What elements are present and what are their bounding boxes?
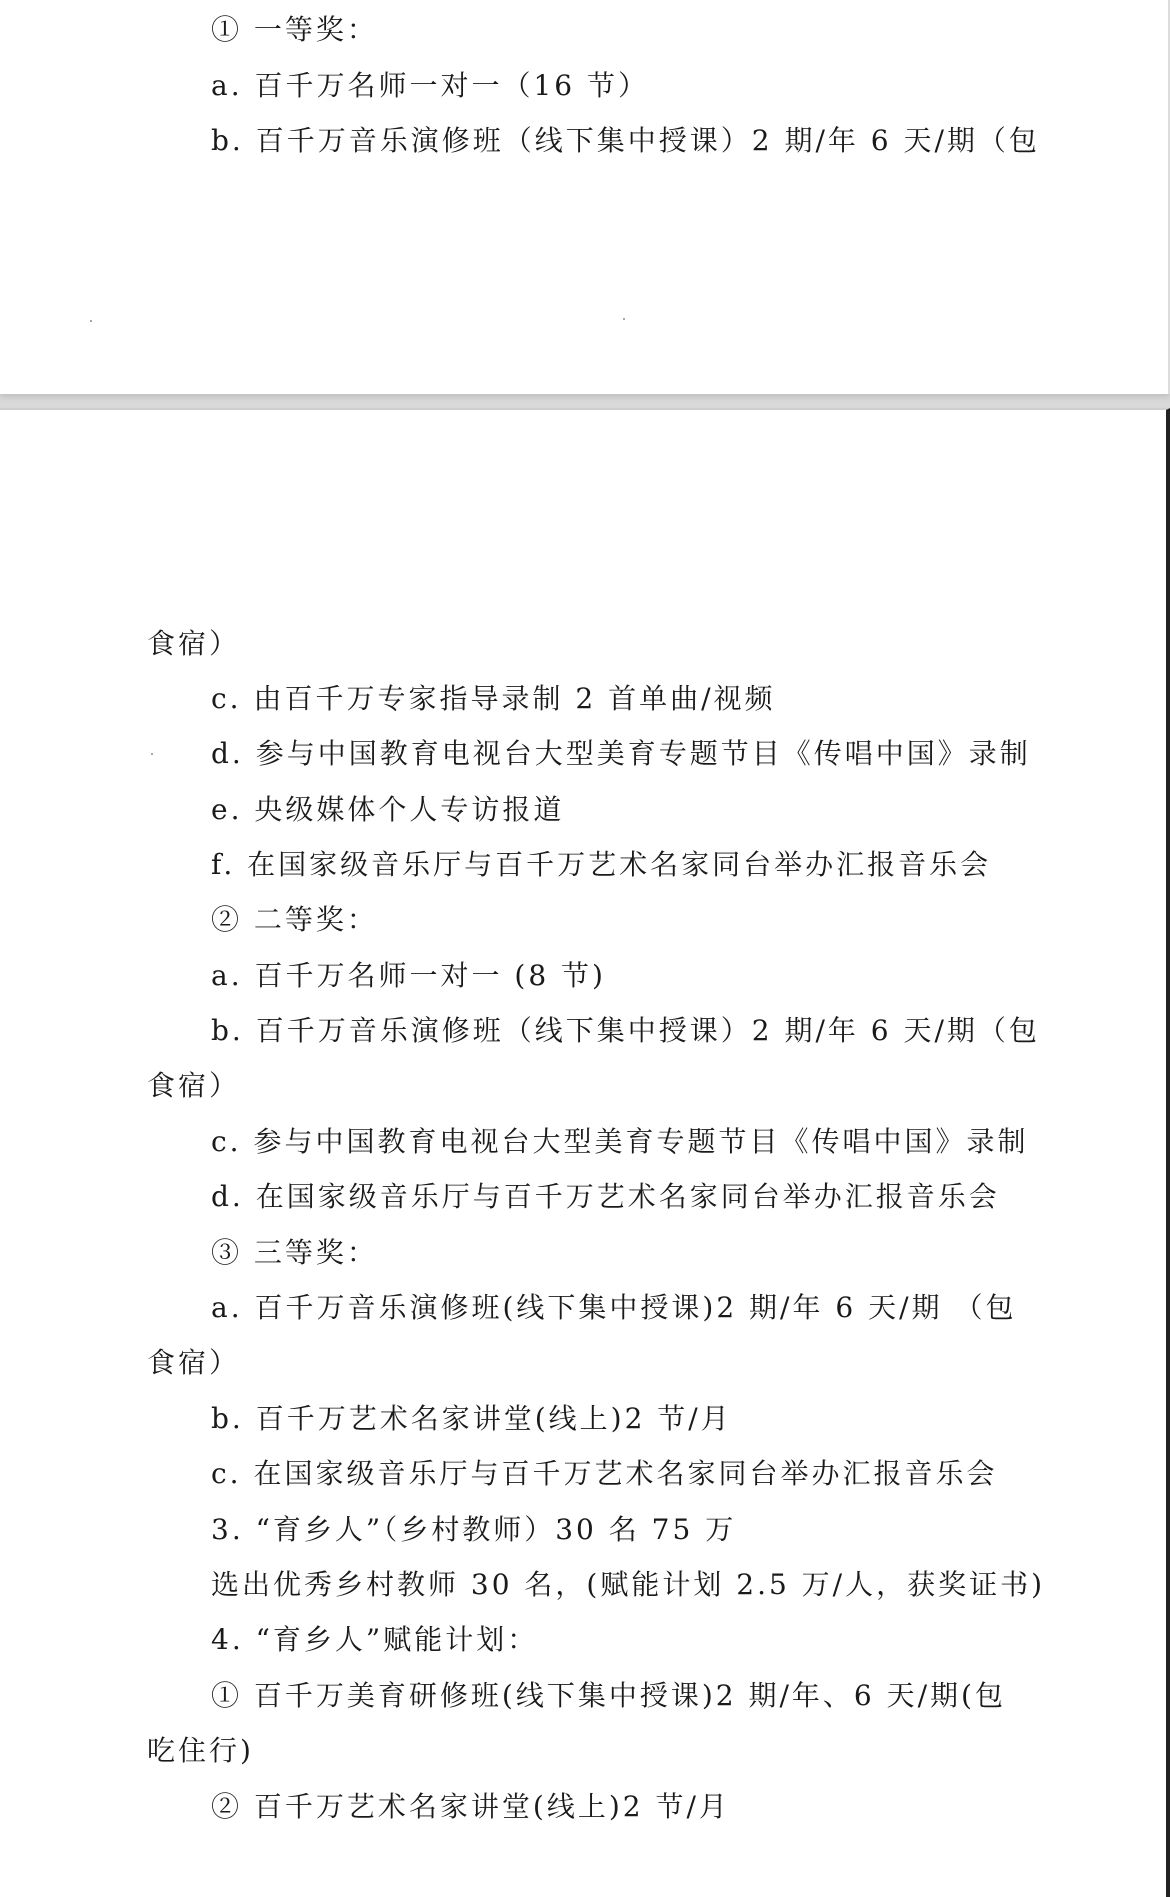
text-line: d. 参与中国教育电视台大型美育专题节目《传唱中国》录制 [211, 737, 1031, 770]
text-line: a. 百千万名师一对一 (8 节) [211, 959, 606, 992]
scan-speck [151, 753, 153, 755]
second-prize-heading: ② 二等奖： [211, 903, 378, 936]
text-line: b. 百千万音乐演修班（线下集中授课）2 期/年 6 天/期（包 [211, 124, 1040, 157]
scan-speck [90, 320, 92, 322]
document-page-2 [0, 408, 1170, 1897]
text-line: e. 央级媒体个人专访报道 [211, 793, 565, 826]
text-line: 吃住行) [147, 1734, 254, 1767]
third-prize-heading: ③ 三等奖： [211, 1236, 378, 1269]
text-line: 食宿） [147, 627, 241, 660]
scan-speck [623, 318, 625, 320]
text-line: b. 百千万艺术名家讲堂(线上)2 节/月 [211, 1402, 732, 1435]
text-line: c. 在国家级音乐厅与百千万艺术名家同台举办汇报音乐会 [211, 1457, 998, 1490]
text-line: a. 百千万音乐演修班(线下集中授课)2 期/年 6 天/期 （包 [211, 1291, 1017, 1324]
text-line: c. 由百千万专家指导录制 2 首单曲/视频 [211, 682, 776, 715]
text-line: a. 百千万名师一对一（16 节） [211, 69, 650, 102]
text-line: b. 百千万音乐演修班（线下集中授课）2 期/年 6 天/期（包 [211, 1014, 1040, 1047]
text-line: d. 在国家级音乐厅与百千万艺术名家同台举办汇报音乐会 [211, 1180, 1000, 1213]
first-prize-heading: ① 一等奖： [211, 13, 378, 46]
text-line: f. 在国家级音乐厅与百千万艺术名家同台举办汇报音乐会 [211, 848, 992, 881]
text-line: ① 百千万美育研修班(线下集中授课)2 期/年、6 天/期(包 [211, 1679, 1006, 1712]
text-line: 食宿） [147, 1069, 241, 1102]
section-heading-3: 3. “育乡人”（乡村教师）30 名 75 万 [211, 1513, 737, 1546]
text-line: 食宿） [147, 1346, 241, 1379]
text-line: c. 参与中国教育电视台大型美育专题节目《传唱中国》录制 [211, 1125, 1029, 1158]
text-line: 选出优秀乡村教师 30 名，(赋能计划 2.5 万/人，获奖证书) [211, 1568, 1046, 1601]
text-line: ② 百千万艺术名家讲堂(线上)2 节/月 [211, 1790, 730, 1823]
document-page-1 [0, 0, 1170, 394]
section-heading-4: 4. “育乡人”赋能计划： [211, 1623, 539, 1656]
